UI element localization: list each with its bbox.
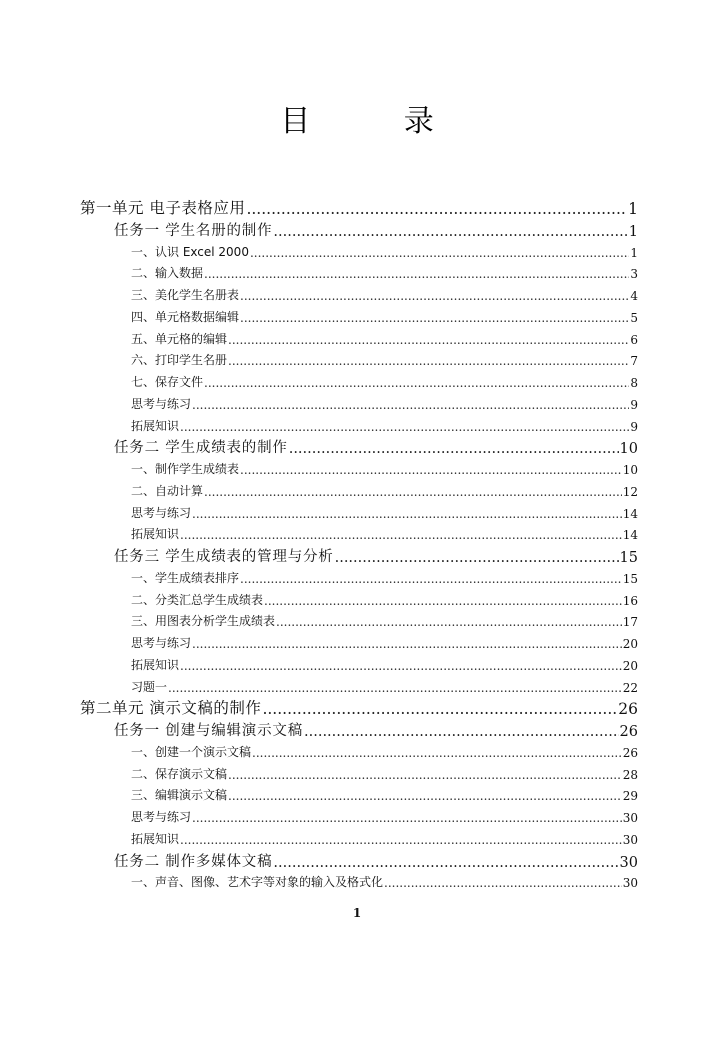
toc-entry <box>131 611 638 629</box>
page-number: 1 <box>352 906 362 920</box>
toc-leader-dots <box>180 528 622 542</box>
toc-entry <box>131 633 638 651</box>
toc-entry-page: 1 <box>628 200 638 218</box>
toc-entry-label: 一、声音、图像、艺术字等对象的输入及格式化 <box>131 875 384 890</box>
toc-entry <box>131 307 638 325</box>
toc-leader-dots <box>240 289 629 303</box>
toc-entry <box>131 503 638 521</box>
toc-entry <box>80 698 638 718</box>
toc-entry-page: 10 <box>619 441 638 458</box>
toc-entry-page: 15 <box>619 550 638 566</box>
toc-entry <box>114 851 638 871</box>
toc-entry-page: 17 <box>622 615 638 630</box>
toc-entry-label: 思考与练习 <box>131 505 192 520</box>
toc-entry-label: 拓展知识 <box>131 527 180 542</box>
toc-leader-dots <box>240 311 629 325</box>
toc-leader-dots <box>192 507 622 521</box>
toc-entry-page: 1 <box>628 223 638 240</box>
toc-entry-page: 9 <box>630 397 638 412</box>
toc-entry <box>114 546 638 566</box>
toc-leader-dots <box>240 572 622 586</box>
toc-entry-page: 4 <box>630 289 638 303</box>
toc-entry-label: 任务一 学生名册的制作 <box>114 222 273 239</box>
toc-entry-page: 26 <box>618 700 638 719</box>
toc-entry-label: 任务一 创建与编辑演示文稿 <box>114 723 304 739</box>
toc-leader-dots <box>192 811 622 825</box>
toc-entry-page: 7 <box>630 354 638 369</box>
toc-leader-dots <box>228 333 629 347</box>
toc-leader-dots <box>192 637 622 651</box>
toc-entry-label: 四、单元格数据编辑 <box>131 309 240 324</box>
toc-entry-label: 习题一 <box>131 679 168 694</box>
toc-entry <box>131 459 638 477</box>
toc-entry <box>131 350 638 368</box>
toc-entry-label: 拓展知识 <box>131 657 180 672</box>
toc-entry <box>131 655 638 673</box>
toc-entry-page: 8 <box>630 376 638 390</box>
toc-entry-page: 10 <box>622 463 638 477</box>
toc-entry-label: 思考与练习 <box>131 396 192 411</box>
toc-entry-label: 六、打印学生名册 <box>131 353 228 368</box>
toc-entry-page: 5 <box>630 310 638 325</box>
toc-entry <box>131 785 638 803</box>
toc-leader-dots <box>384 876 622 890</box>
toc-entry-label: 一、创建一个演示文稿 <box>131 744 252 759</box>
toc-entry-label: 一、认识 Excel 2000 <box>131 244 249 259</box>
toc-entry-label: 思考与练习 <box>131 810 192 824</box>
toc-leader-dots <box>335 550 619 566</box>
toc-leader-dots <box>304 724 619 740</box>
toc-leader-dots <box>192 398 629 412</box>
toc-entry <box>131 872 638 890</box>
toc-leader-dots <box>228 354 629 368</box>
toc-entry <box>131 807 638 825</box>
toc-entry-page: 15 <box>622 571 638 586</box>
toc-entry-page: 12 <box>622 484 638 499</box>
toc-entry-page: 1 <box>630 245 638 260</box>
toc-entry <box>131 481 638 499</box>
toc-entry-label: 一、制作学生成绩表 <box>131 462 240 476</box>
page-title: 目 录 <box>280 104 476 139</box>
toc-leader-dots <box>180 659 622 673</box>
toc-entry-label: 任务三 学生成绩表的管理与分析 <box>114 549 334 565</box>
toc-entry <box>131 764 638 782</box>
toc-entry-label: 二、输入数据 <box>131 266 204 281</box>
toc-entry-label: 二、分类汇总学生成绩表 <box>131 592 264 607</box>
toc-leader-dots <box>252 746 622 760</box>
toc-leader-dots <box>273 855 618 871</box>
toc-leader-dots <box>276 615 622 629</box>
toc-entry-label: 一、学生成绩表排序 <box>131 570 240 585</box>
toc-entry-page: 14 <box>622 506 638 521</box>
toc-entry-page: 3 <box>630 267 638 282</box>
toc-entry-label: 任务二 制作多媒体文稿 <box>114 853 273 870</box>
toc-entry-label: 拓展知识 <box>131 831 180 846</box>
toc-leader-dots <box>273 224 627 240</box>
toc-entry <box>131 829 638 847</box>
toc-entry-page: 30 <box>622 832 638 847</box>
toc-entry-label: 三、编辑演示文稿 <box>131 788 228 803</box>
toc-entry-label: 思考与练习 <box>131 636 192 650</box>
toc-leader-dots <box>204 376 629 390</box>
toc-entry <box>131 372 638 390</box>
toc-leader-dots <box>250 246 629 260</box>
toc-entry-page: 30 <box>619 854 638 871</box>
toc-entry <box>114 220 638 240</box>
toc-entry-page: 20 <box>622 658 638 673</box>
toc-leader-dots <box>204 267 629 281</box>
toc-entry <box>80 198 638 218</box>
toc-leader-dots <box>180 833 622 847</box>
toc-entry <box>114 437 638 457</box>
toc-entry-page: 16 <box>622 593 638 608</box>
toc-entry-page: 28 <box>622 767 638 782</box>
toc-entry-page: 14 <box>622 528 638 543</box>
toc-leader-dots <box>168 681 622 695</box>
toc-entry <box>131 394 638 412</box>
toc-leader-dots <box>204 485 622 499</box>
toc-entry-page: 6 <box>630 332 638 347</box>
toc-entry-label: 拓展知识 <box>131 418 180 433</box>
toc-entry-label: 三、美化学生名册表 <box>131 288 240 302</box>
toc-entry-page: 30 <box>622 876 638 891</box>
toc-entry-page: 20 <box>622 637 638 651</box>
toc-entry-label: 七、保存文件 <box>131 375 204 389</box>
toc-leader-dots <box>289 441 619 457</box>
toc-leader-dots <box>228 768 622 782</box>
toc-entry-page: 26 <box>622 745 638 760</box>
toc-leader-dots <box>262 700 617 718</box>
toc-entry <box>131 524 638 542</box>
toc-entry-label: 二、自动计算 <box>131 483 204 498</box>
toc-entry <box>131 285 638 303</box>
toc-entry-page: 30 <box>622 811 638 825</box>
toc-entry <box>131 568 638 586</box>
toc-entry-label: 第二单元 演示文稿的制作 <box>80 699 262 718</box>
toc-entry <box>131 742 638 760</box>
toc-leader-dots <box>246 200 627 218</box>
toc-entry-page: 26 <box>619 724 638 740</box>
toc-entry-label: 三、用图表分析学生成绩表 <box>131 614 276 629</box>
toc-entry <box>131 677 638 695</box>
toc-entry <box>131 242 638 260</box>
toc-entry-page: 29 <box>622 789 638 804</box>
toc-entry-page: 22 <box>622 680 638 695</box>
toc-entry <box>131 329 638 347</box>
toc-entry <box>131 590 638 608</box>
toc-entry-label: 第一单元 电子表格应用 <box>80 199 246 217</box>
toc-leader-dots <box>264 594 622 608</box>
toc-entry-label: 二、保存演示文稿 <box>131 766 228 781</box>
toc-entry-page: 9 <box>630 419 638 434</box>
toc-leader-dots <box>180 420 629 434</box>
toc-entry-label: 任务二 学生成绩表的制作 <box>114 440 288 457</box>
toc-entry <box>131 263 638 281</box>
toc-entry <box>131 416 638 434</box>
toc-leader-dots <box>240 463 622 477</box>
toc-entry <box>114 720 638 740</box>
toc-entry-label: 五、单元格的编辑 <box>131 331 228 346</box>
toc-leader-dots <box>228 789 622 803</box>
